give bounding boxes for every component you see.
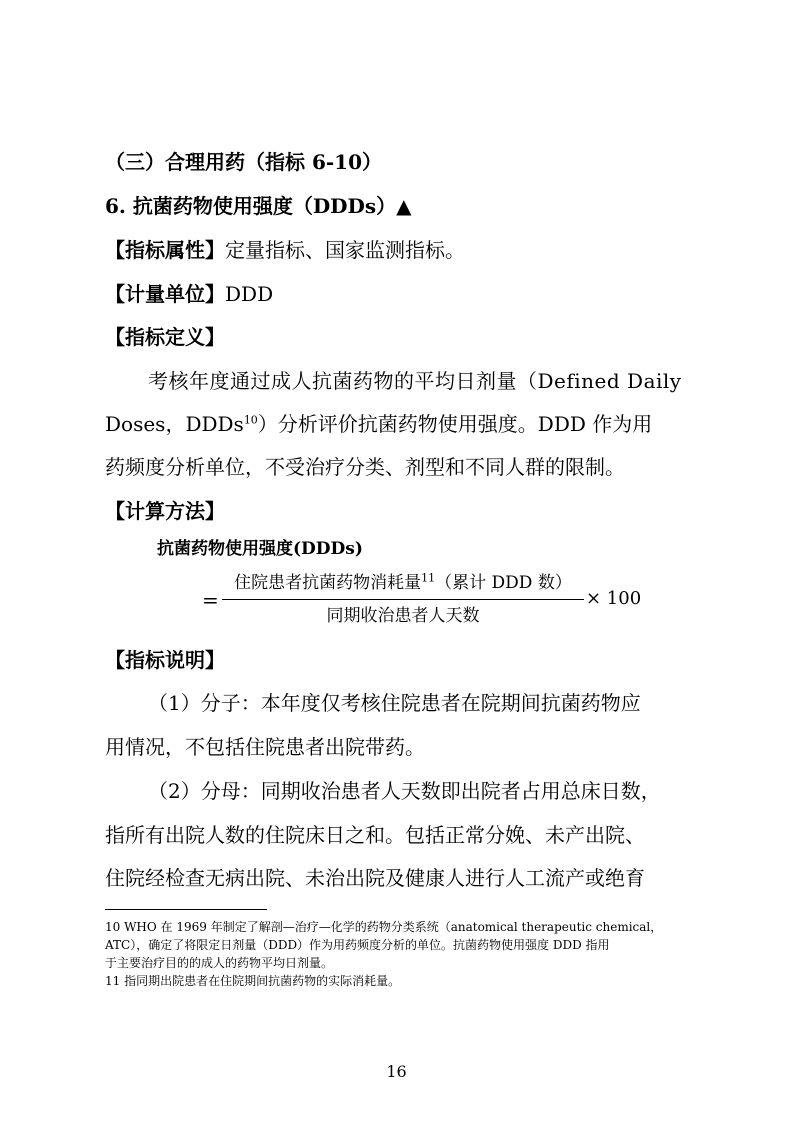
- unit-label: 【计量单位】: [105, 282, 225, 306]
- definition-line-2: [105, 410, 652, 438]
- attribute-row: [105, 236, 465, 264]
- definition-text-a: Doses，DDDs: [105, 412, 244, 436]
- footnote-10-line-2: ATC），确定了将限定日剂量（DDD）作为用药频度分析的单位。抗菌药物使用强度 DDD 指用: [105, 938, 610, 952]
- footnote-11: 11 指同期出院患者在住院期间抗菌药物的实际消耗量。: [105, 974, 401, 988]
- footnote-ref-10: 10: [243, 413, 258, 427]
- item-title: 6. 抗菌药物使用强度（DDDs）▲: [105, 194, 412, 218]
- definition-line-3: 药频度分析单位，不受治疗分类、剂型和不同人群的限制。: [105, 455, 625, 479]
- explanation-line-2: 用情况，不包括住院患者出院带药。: [105, 735, 425, 759]
- section-heading: （三）合理用药（指标 6-10）: [105, 150, 383, 174]
- footnote-ref-11: 11: [421, 571, 436, 585]
- footnote-divider: [105, 909, 267, 910]
- definition-label: 【指标定义】: [105, 325, 225, 349]
- explanation-line-5: 住院经检查无病出院、未治出院及健康人进行人工流产或绝育: [105, 866, 645, 890]
- formula-label: 抗菌药物使用强度(DDDs): [157, 539, 363, 559]
- definition-text-b: ）分析评价抗菌药物使用强度。DDD 作为用: [257, 412, 653, 436]
- formula-numerator: [222, 570, 584, 599]
- numerator-text: 住院患者抗菌药物消耗量: [234, 573, 422, 593]
- method-label: 【计算方法】: [105, 499, 225, 523]
- formula-equals: =: [202, 588, 219, 612]
- unit-row: [105, 280, 273, 308]
- attribute-label: 【指标属性】: [105, 238, 225, 262]
- footnote-10-line-1: 10 WHO 在 1969 年制定了解剖—治疗—化学的药物分类系统（anatomical therapeutic chemical，: [105, 920, 663, 934]
- explanation-line-1: （1）分子：本年度仅考核住院患者在院期间抗菌药物应: [148, 691, 641, 715]
- explanation-line-4: 指所有出院人数的住院床日之和。包括正常分娩、未产出院、: [105, 823, 645, 847]
- formula-fraction: [222, 570, 584, 629]
- formula-multiplier: × 100: [586, 588, 642, 609]
- page-number: 16: [386, 1062, 407, 1081]
- explanation-line-3: （2）分母：同期收治患者人天数即出院者占用总床日数，: [148, 779, 661, 803]
- footnote-10-line-3: 于主要治疗目的的成人的药物平均日剂量。: [105, 956, 334, 970]
- numerator-unit: （累计 DDD 数）: [435, 573, 572, 593]
- formula-denominator: 同期收治患者人天数: [326, 606, 480, 626]
- unit-value: DDD: [225, 282, 274, 306]
- definition-line-1: 考核年度通过成人抗菌药物的平均日剂量（Defined Daily: [148, 369, 682, 393]
- attribute-value: 定量指标、国家监测指标。: [225, 238, 465, 262]
- explanation-label: 【指标说明】: [105, 648, 225, 672]
